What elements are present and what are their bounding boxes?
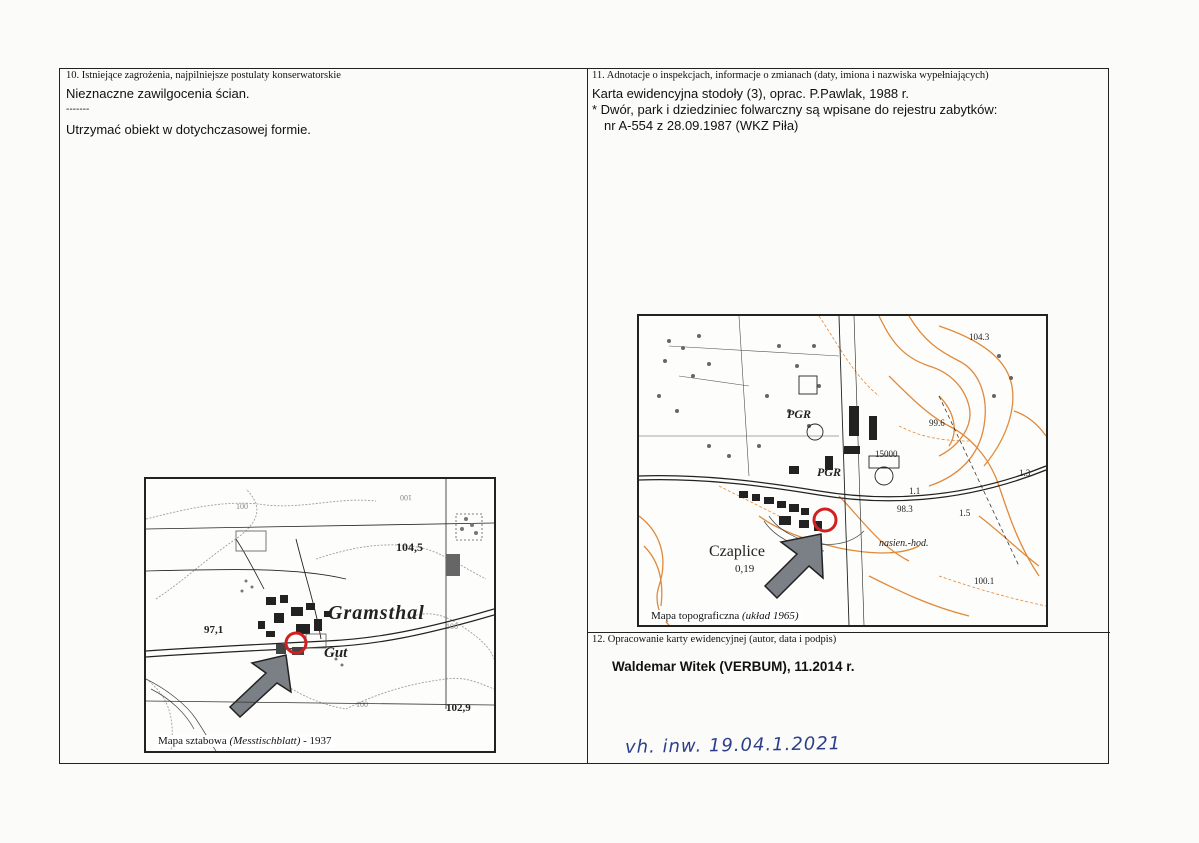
map-left-elev1: 104,5 — [396, 540, 423, 554]
map-right-num1: 15000 — [875, 449, 898, 459]
map-left-contour2: 100 — [400, 493, 412, 502]
map-topographic — [637, 314, 1048, 627]
section11-title: 11. Adnotacje o inspekcjach, informacje o zmianach (daty, imiona i nazwiska wypełniających) — [592, 70, 989, 81]
map-right-place-sub: 0,19 — [735, 563, 755, 575]
map-right-num4: 1.3 — [1019, 468, 1031, 478]
map-right-pgr2: PGR — [817, 465, 841, 479]
map-right-num3: 1.1 — [909, 486, 921, 496]
map-left-contour1: 100 — [236, 502, 248, 511]
section11-line2: * Dwór, park i dziedziniec folwarczny są wpisane do rejestru zabytków: — [592, 102, 998, 117]
map-left-gut-label: Gut — [324, 645, 348, 661]
section12-title: 12. Opracowanie karty ewidencyjnej (autor, data i podpis) — [592, 634, 837, 645]
map-right-num2: 1.5 — [959, 508, 971, 518]
map-left-contour4: 100 — [356, 700, 368, 709]
map-left-drawing — [146, 479, 494, 751]
map-left-contour3: 100 — [446, 622, 458, 631]
map-right-place-label: Czaplice — [709, 543, 765, 560]
map-left-elev3: 102,9 — [446, 702, 471, 714]
handwritten-inventory-note: vh. inw. 19.04.1.2021 — [624, 733, 842, 758]
map-right-caption: Mapa topograficzna (układ 1965) — [651, 610, 799, 622]
column-divider — [587, 69, 588, 763]
map-left-elev2: 97,1 — [204, 624, 224, 636]
map-right-elev4: 100.1 — [974, 576, 995, 586]
map-right-pgr1: PGR — [787, 407, 811, 421]
map-right-drawing — [639, 316, 1046, 625]
section11-line1: Karta ewidencyjna stodoły (3), oprac. P.Pawlak, 1988 r. — [592, 86, 909, 101]
section10-postulate: Utrzymać obiekt w dotychczasowej formie. — [66, 122, 311, 137]
section12-author: Waldemar Witek (VERBUM), 11.2014 r. — [612, 659, 855, 674]
section10-title: 10. Istniejące zagrożenia, najpilniejsze postulaty konserwatorskie — [66, 70, 341, 81]
map-right-elev2: 99.6 — [929, 418, 945, 428]
row-divider — [587, 632, 1110, 633]
map-messtischblatt — [144, 477, 496, 753]
map-right-elev3: 98.3 — [897, 504, 913, 514]
section10-separator: ------- — [66, 104, 90, 115]
section10-threat: Nieznaczne zawilgocenia ścian. — [66, 86, 250, 101]
map-left-caption: Mapa sztabowa (Messtischblatt) - 1937 — [158, 735, 332, 747]
map-right-nasien: nasien.-hod. — [879, 538, 929, 549]
section11-line3: nr A-554 z 28.09.1987 (WKZ Piła) — [604, 118, 799, 133]
map-right-elev1: 104.3 — [969, 332, 990, 342]
map-left-place-label: Gramsthal — [328, 602, 425, 624]
